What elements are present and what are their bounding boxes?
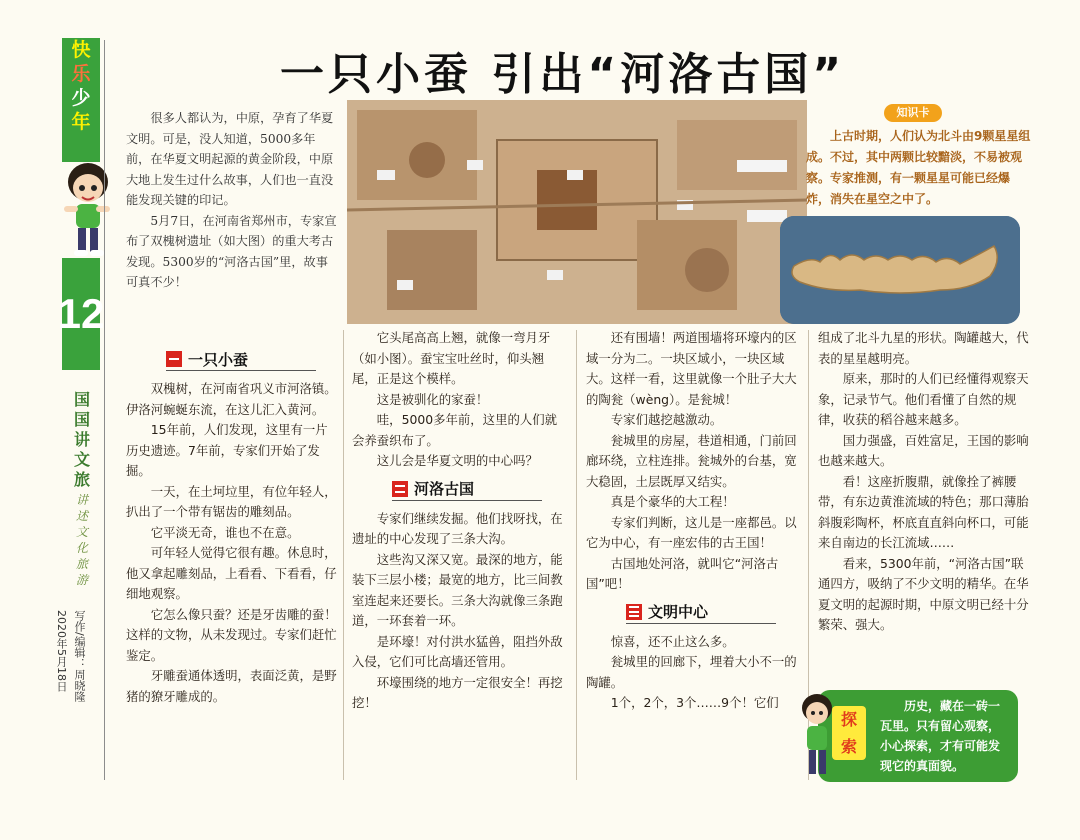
section-heading: 一只小蚕 [166,348,316,371]
paragraph: 1个，2个，3个……9个！它们 [610,695,779,710]
paragraph: 一天，在土坷垃里，有位年轻人，扒出了一个带有锯齿的雕刻品。 [126,483,337,519]
paragraph: 专家们判断，这儿是一座都邑。以它为中心，有一座宏伟的古王国！ [586,514,797,550]
explore-text: 历史，藏在一砖一瓦里。只有留心观察，小心探索，才有可能发现它的真面貌。 [880,699,1001,773]
site-aerial-photo [347,100,807,324]
section-mark-icon [626,604,642,620]
paragraph: 还有围墙！两道围墙将环壕内的区域一分为二。一块区域小，一块区域大。这样一看，这里就像一个肚子大大的陶瓮（wèng）。是瓮城！ [586,330,797,407]
paragraph: 15年前，人们发现，这里有一片历史遗迹。7年前，专家们开始了发掘。 [126,422,328,478]
paragraph: 瓮城里的房屋，巷道相通，门前回廊环绕，立柱连排。瓮城外的台基，宽大稳固，土层既厚又结实。 [586,432,797,489]
paragraph: 专家们继续发掘。他们找呀找，在遗址的中心发现了三条大沟。 [352,510,563,546]
brand-band [62,38,100,162]
paragraph: 看来，5300年前，“河洛古国”联通四方，吸纳了不少文明的精华。在华夏文明的起源时期，中原文明已经十分繁荣、强大。 [818,555,1029,632]
section-subtitle: 讲述文化旅游 [75,493,88,587]
paragraph: 组成了北斗九星的形状。陶罐越大，代表的星星越明亮。 [818,330,1029,366]
paragraph: 专家们越挖越激动。 [610,412,723,427]
ivory-silkworm-photo [780,216,1020,324]
section-mark-icon [166,351,182,367]
column-divider [343,330,344,780]
paragraph: 牙雕蚕通体透明，表面泛黄，是野猪的獠牙雕成的。 [126,668,337,704]
headline: 一只小蚕 引出“河洛古国” [280,49,846,100]
paragraph: 它头尾高高上翘，就像一弯月牙（如小图）。蚕宝宝吐丝时，仰头翘尾，正是这个模样。 [352,330,551,386]
paragraph: 古国地处河洛，就叫它“河洛古国”吧！ [586,555,779,591]
paragraph: 看！这座折腹鼎，就像拴了裤腰带，有东边黄淮流域的特色；那口薄胎斜腹彩陶杯，杯底直直斜向杯口，可能来自南边的长江流域…… [818,473,1029,550]
paragraph: 可年轻人觉得它很有趣。休息时，他又拿起雕刻品，上看看、下看看，仔细地观察。 [126,545,337,601]
paragraph: 这儿会是华夏文明的中心吗？ [376,453,538,468]
paragraph: 环壕围绕的地方一定很安全！再挖挖！ [352,674,563,710]
article-column-1 [126,342,338,707]
byline [40,610,102,770]
paragraph: 这些沟又深又宽。最深的地方，能装下三层小楼；最宽的地方，比三间教室连起来还要长。三条大沟就像三条跑道，一环套着一环。 [352,551,563,628]
column-divider [576,330,577,780]
explore-tag: 探 索 [832,706,866,760]
sidebar-divider [104,40,105,780]
paragraph: 真是个豪华的大工程！ [610,494,735,509]
page-number: 12 [62,258,100,370]
knowledge-card-tag: 知识卡 [884,104,942,122]
section-heading: 文明中心 [626,601,776,624]
issue-date: 2020年5月18日 [55,610,68,692]
brand-char: 快 [71,39,91,61]
author-credit: 写作/编辑：周晓隆 [73,610,86,702]
brand-char: 乐 [71,63,91,85]
brand-char: 少 [71,87,91,109]
paragraph: 它怎么像只蚕？还是牙齿雕的蚕！这样的文物，从未发现过。专家们赶忙鉴定。 [126,606,337,663]
brand-char: 年 [71,111,91,133]
paragraph: 这是被驯化的家蚕！ [376,391,489,407]
boy-illustration-small [792,690,842,782]
article-column-4 [818,328,1030,636]
section-mark-icon [392,481,408,497]
paragraph: 国力强盛，百姓富足，王国的影响也越来越大。 [818,432,1029,468]
intro-paragraph: 很多人都认为，中原，孕育了华夏文明。可是，没人知道，5000多年前，在华夏文明起源的黄金阶段，中原大地上发生过什么故事，人们也一直没能发现关键的印记。 [126,111,334,207]
paragraph: 是环壕！对付洪水猛兽，阻挡外敌入侵，它们可比高墙还管用。 [352,633,563,669]
article-column-3 [586,328,800,714]
paragraph: 双槐树，在河南省巩义市河洛镇。伊洛河蜿蜒东流，在这儿汇入黄河。 [126,381,337,417]
article-column-2 [352,328,566,714]
paragraph: 哇，5000多年前，这里的人们就会养蚕织布了。 [352,412,558,448]
paragraph: 惊喜，还不止这么多。 [610,633,735,649]
knowledge-card-text: 上古时期，人们认为北斗由9颗星星组成。不过，其中两颗比较黯淡，不易被观察。专家推测，有一颗星星可能已经爆炸，消失在星空之中了。 [806,129,1031,206]
paragraph: 它平淡无奇，谁也不在意。 [150,524,300,540]
intro-paragraph: 5月7日，在河南省郑州市，专家宣布了双槐树遗址（如大图）的重大考古发现。5300岁的“河洛古国”里，故事可真不少！ [126,213,337,289]
paragraph: 原来，那时的人们已经懂得观察天象，记录节气。他们看懂了自然的规律，收获的稻谷越来越多。 [818,371,1029,427]
section-title: 国国讲文旅 [73,390,90,489]
paragraph: 瓮城里的回廊下，埋着大小不一的陶罐。 [586,654,797,690]
intro-text [126,108,338,293]
section-heading: 河洛古国 [392,478,542,501]
boy-illustration [58,160,116,260]
